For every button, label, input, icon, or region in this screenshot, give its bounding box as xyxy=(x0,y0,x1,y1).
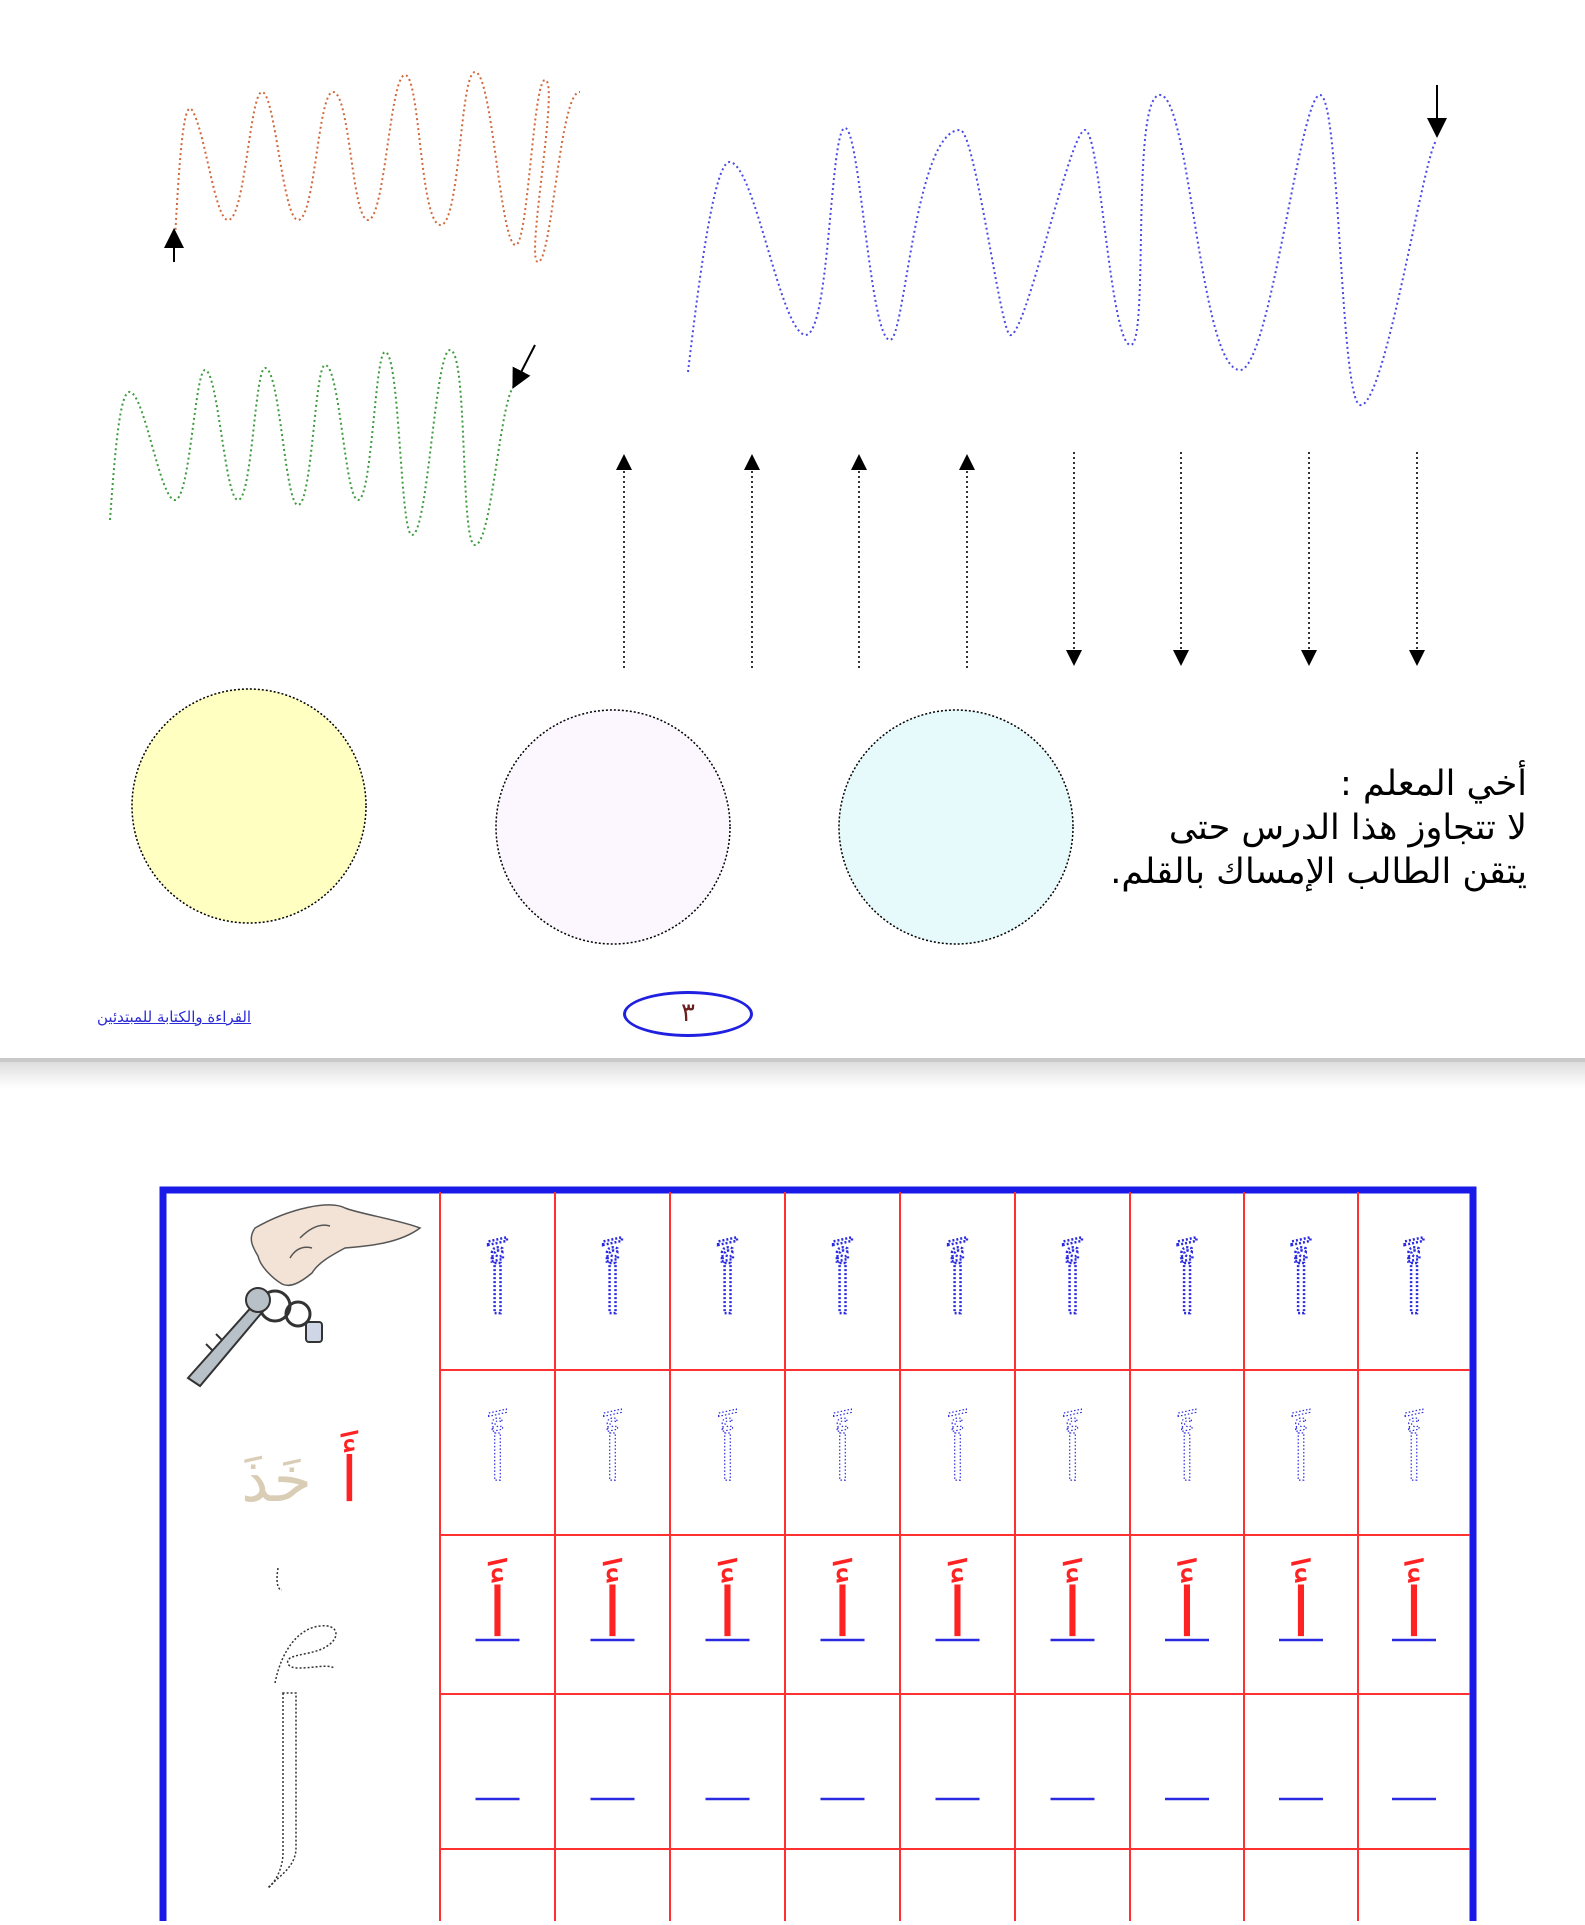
yellow-circle[interactable] xyxy=(132,689,366,923)
grid-frame xyxy=(163,1190,1473,1921)
trace-letter-bold[interactable]: أَ xyxy=(948,1252,967,1329)
model-letter: أَ xyxy=(1063,1574,1082,1653)
book-title-link[interactable]: القراءة والكتابة للمبتدئين xyxy=(97,1008,252,1026)
page-separator xyxy=(0,1058,1585,1088)
word-first-letter: أَ xyxy=(340,1443,358,1516)
trace-letter-light[interactable]: أَ xyxy=(718,1422,737,1495)
trace-letter-bold[interactable]: أَ xyxy=(488,1252,507,1329)
trace-letter-light[interactable]: أَ xyxy=(1405,1422,1423,1495)
blue-trace-wave[interactable] xyxy=(688,95,1437,405)
trace-letter-bold[interactable]: أَ xyxy=(833,1252,852,1329)
trace-letter-light[interactable]: أَ xyxy=(488,1422,507,1495)
green-trace-wave[interactable] xyxy=(110,350,515,545)
pink-circle[interactable] xyxy=(496,710,730,944)
trace-letter-bold[interactable]: أَ xyxy=(1404,1252,1424,1329)
trace-letter-bold[interactable]: أَ xyxy=(1177,1252,1197,1329)
model-letter: أَ xyxy=(1404,1574,1424,1653)
cyan-circle[interactable] xyxy=(839,710,1073,944)
trace-letter-bold[interactable]: أَ xyxy=(1063,1252,1082,1329)
letter-practice-grid xyxy=(0,1088,1585,1921)
orange-trace-wave[interactable] xyxy=(175,72,580,262)
worksheet-page-4 xyxy=(0,1088,1585,1921)
dotted-letter-outline xyxy=(268,1568,336,1888)
green-start-arrow xyxy=(517,345,535,380)
trace-letter-light[interactable]: أَ xyxy=(1063,1422,1082,1495)
model-letter: أَ xyxy=(603,1574,622,1653)
model-letter: أَ xyxy=(948,1574,967,1653)
trace-letter-light[interactable]: أَ xyxy=(603,1422,622,1495)
page-number-badge xyxy=(623,991,753,1037)
model-letter: أَ xyxy=(488,1574,507,1653)
trace-letter-light[interactable]: أَ xyxy=(1178,1422,1196,1495)
model-letter: أَ xyxy=(718,1574,737,1653)
trace-letter-bold[interactable]: أَ xyxy=(603,1252,622,1329)
teacher-note xyxy=(1107,762,1527,894)
trace-letter-light[interactable]: أَ xyxy=(1292,1422,1310,1495)
page-number: ٣ xyxy=(681,998,695,1028)
hand-keys-illustration xyxy=(188,1205,420,1386)
grid-cells xyxy=(476,1237,1437,1799)
up-trace-lines xyxy=(624,462,967,668)
teacher-note-line-1: أخي المعلم : xyxy=(1340,764,1527,804)
teacher-note-line-3: يتقن الطالب الإمساك بالقلم. xyxy=(1110,852,1527,892)
down-trace-lines xyxy=(1074,452,1417,658)
trace-letter-bold[interactable]: أَ xyxy=(1291,1252,1311,1329)
model-letter: أَ xyxy=(1177,1574,1197,1653)
teacher-note-line-2: لا تتجاوز هذا الدرس حتى xyxy=(1168,808,1527,848)
model-letter: أَ xyxy=(1291,1574,1311,1653)
trace-letter-bold[interactable]: أَ xyxy=(718,1252,737,1329)
model-letter: أَ xyxy=(833,1574,852,1653)
trace-letter-light[interactable]: أَ xyxy=(833,1422,852,1495)
word-rest: خَذَ xyxy=(241,1443,312,1516)
trace-letter-light[interactable]: أَ xyxy=(948,1422,967,1495)
